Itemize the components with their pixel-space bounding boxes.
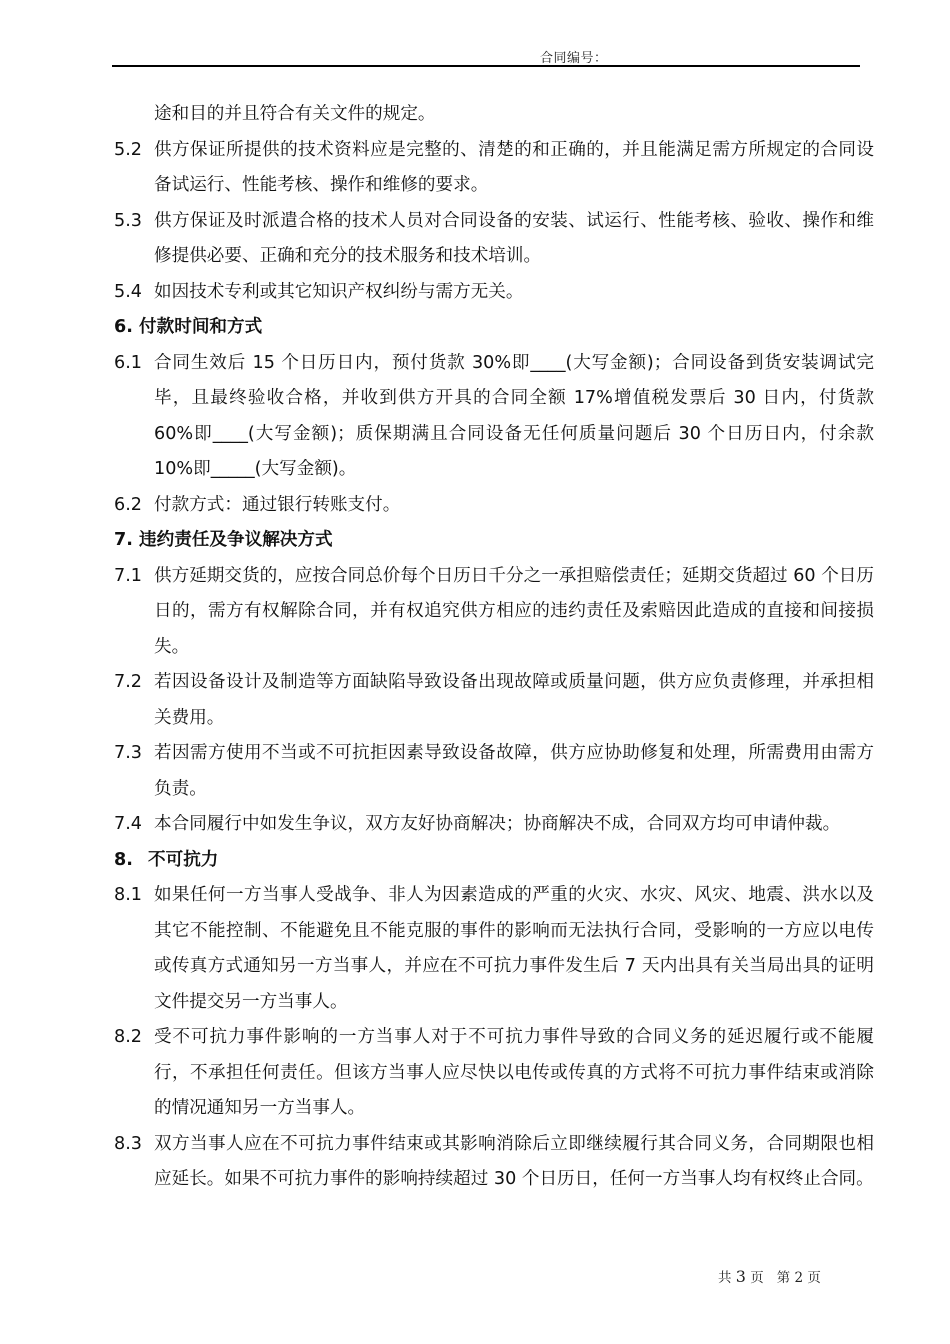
- clause-5-4: [114, 275, 874, 311]
- clause-7-1: [114, 559, 874, 666]
- clause-text: 供方保证所提供的技术资料应是完整的、清楚的和正确的，并且能满足需方所规定的合同设备试运行、性能考核、操作和维修的要求。: [154, 139, 874, 195]
- clause-number: 7.2: [114, 672, 142, 692]
- continued-paragraph: 途和目的并且符合有关文件的规定。: [154, 104, 436, 124]
- clause-number: 7.1: [114, 565, 142, 586]
- clause-text: 受不可抗力事件影响的一方当事人对于不可抗力事件导致的合同义务的延迟履行或不能履行，不承担任何责任。但该方当事人应尽快以电传或传真的方式将不可抗力事件结束或消除的情况通知另一方当事人。: [154, 1027, 874, 1118]
- clause-number: 5.4: [114, 281, 142, 302]
- clause-text: 付款方式：通过银行转账支付。: [154, 494, 401, 515]
- contract-number-label: 合同编号：: [540, 51, 608, 66]
- total-pages-number: 3: [735, 1267, 746, 1286]
- clause-number: 5.2: [114, 139, 142, 160]
- clause-number: 8.3: [114, 1133, 142, 1154]
- clause-8-1: [114, 878, 874, 1020]
- clause-number: 6.1: [114, 352, 142, 373]
- clause-text: 如因技术专利或其它知识产权纠纷与需方无关。: [154, 281, 524, 302]
- clause-text: 若因需方使用不当或不可抗拒因素导致设备故障，供方应协助修复和处理，所需费用由需方负责。: [154, 743, 874, 799]
- clause-7-2: [114, 665, 874, 736]
- section-number: 8.: [114, 849, 133, 870]
- clause-number: 8.1: [114, 885, 142, 905]
- clause-7-4: [114, 807, 874, 843]
- clause-text: 供方保证及时派遣合格的技术人员对合同设备的安装、试运行、性能考核、验收、操作和维修提供必要、正确和充分的技术服务和技术培训。: [154, 210, 874, 266]
- current-page-prefix: 第: [776, 1270, 791, 1286]
- total-pages-prefix: 共: [718, 1270, 732, 1286]
- clause-5-2: [114, 133, 874, 204]
- clause-text: 合同生效后 15 个日历日内，预付货款 30%即____(大写金额)；合同设备到货安装调试完毕，且最终验收合格，并收到供方开具的合同全额 17%增值税发票后 30 日内，付货款 60%即____(大写金额)；质保期满且合同设备无任何质量问题后 30 个日历日内，付余款 10%即_____(大写金额)。: [154, 352, 874, 479]
- clause-text: 双方当事人应在不可抗力事件结束或其影响消除后立即继续履行其合同义务，合同期限也相应延长。如果不可抗力事件的影响持续超过 30 个日历日，任何一方当事人均有权终止合同。: [154, 1133, 874, 1189]
- clause-number: 7.4: [114, 814, 142, 834]
- clause-8-2: [114, 1020, 874, 1127]
- clause-6-1: [114, 346, 874, 488]
- clause-text: 若因设备设计及制造等方面缺陷导致设备出现故障或质量问题，供方应负责修理，并承担相关费用。: [154, 672, 874, 728]
- clause-number: 6.2: [114, 494, 142, 515]
- clause-text: 如果任何一方当事人受战争、非人为因素造成的严重的火灾、水灾、风灾、地震、洪水以及其它不能控制、不能避免且不能克服的事件的影响而无法执行合同，受影响的一方应以电传或传真方式通知另一方当事人，并应在不可抗力事件发生后 7 天内出具有关当局出具的证明文件提交另一方当事人。: [154, 885, 874, 1012]
- total-pages-suffix: 页: [750, 1270, 764, 1286]
- clause-text: 本合同履行中如发生争议，双方友好协商解决；协商解决不成，合同双方均可申请仲裁。: [154, 814, 841, 834]
- section-8-heading: [114, 843, 874, 879]
- clause-number: 7.3: [114, 743, 142, 763]
- clause-6-2: [114, 488, 874, 524]
- clause-number: 5.3: [114, 210, 142, 231]
- section-7-heading: 7. 违约责任及争议解决方式: [114, 530, 333, 550]
- section-6-heading: 6. 付款时间和方式: [114, 317, 263, 337]
- page-header: [112, 44, 860, 67]
- clause-8-3: [114, 1127, 874, 1198]
- clause-text: 供方延期交货的，应按合同总价每个日历日千分之一承担赔偿责任；延期交货超过 60 个日历日的，需方有权解除合同，并有权追究供方相应的违约责任及索赔因此造成的直接和间接损失。: [154, 565, 874, 657]
- clause-7-3: [114, 736, 874, 807]
- current-page-suffix: 页: [807, 1270, 821, 1286]
- section-title: 不可抗力: [148, 849, 219, 870]
- clause-number: 8.2: [114, 1027, 142, 1047]
- page-footer: [718, 1266, 821, 1286]
- current-page-number: 2: [794, 1270, 804, 1286]
- document-body: [114, 97, 874, 1198]
- clause-5-3: [114, 204, 874, 275]
